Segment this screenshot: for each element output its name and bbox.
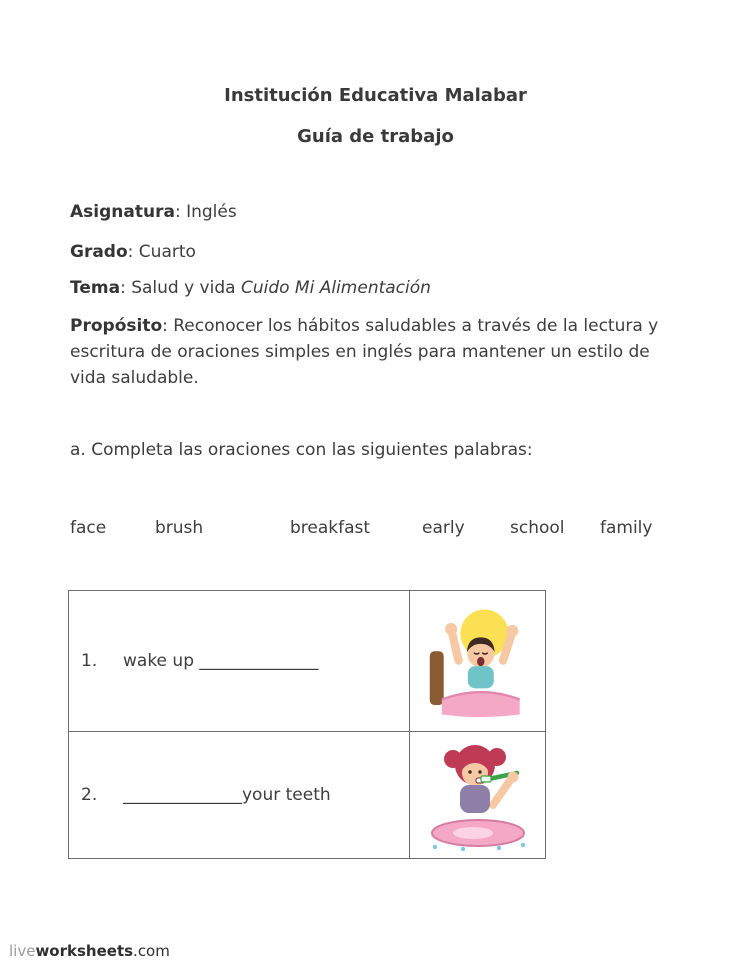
word-bank-item: brush (155, 518, 204, 538)
word-bank-item: school (510, 518, 565, 538)
sentence-1 (81, 651, 318, 671)
sentence-1-pre-text: wake up (123, 651, 200, 671)
word-bank-item: face (70, 518, 107, 538)
watermark-worksheets: worksheets (35, 942, 134, 960)
word-bank-item: breakfast (290, 518, 371, 538)
sentence-2-post-text: your teeth (242, 785, 331, 805)
sentence-2-number: 2. (81, 785, 98, 805)
word-bank (70, 518, 690, 544)
watermark-domain: .com (133, 942, 170, 960)
field-asignatura-label: Asignatura (70, 202, 175, 222)
table-image-cell (409, 731, 545, 858)
field-tema-italic: Cuido Mi Alimentación (240, 278, 431, 298)
page-title: Institución Educativa Malabar (224, 85, 527, 106)
field-grado (70, 239, 685, 265)
table-image-cell (409, 591, 545, 731)
field-proposito-value: : Reconocer los hábitos saludables a través de la lectura y escritura de oraciones simples en inglés para mantener un estilo de vida saludable. (70, 316, 659, 388)
field-grado-label: Grado (70, 242, 128, 262)
field-proposito (70, 313, 685, 391)
exercise-table (68, 590, 546, 859)
word-bank-item: family (600, 518, 653, 538)
answer-blank-2[interactable]: ______________ (123, 785, 242, 805)
liveworksheets-watermark (9, 942, 170, 960)
field-tema-label: Tema (70, 278, 121, 298)
field-asignatura (70, 199, 685, 225)
word-bank-item: early (422, 518, 465, 538)
sentence-2 (81, 785, 331, 805)
field-tema (70, 275, 685, 301)
table-row (69, 591, 409, 731)
watermark-live: live (9, 942, 36, 960)
boy-waking-up-illustration (427, 600, 529, 722)
answer-blank-1[interactable]: ______________ (199, 651, 319, 671)
field-tema-value: : Salud y vida (120, 278, 241, 298)
field-grado-value: : Cuarto (127, 242, 196, 262)
sentence-1-number: 1. (81, 651, 98, 671)
girl-brushing-teeth-illustration (423, 737, 533, 853)
exercise-instructions: a. Completa las oraciones con las siguientes palabras: (70, 440, 533, 460)
field-proposito-label: Propósito (70, 316, 163, 336)
field-asignatura-value: : Inglés (174, 202, 237, 222)
page-subtitle: Guía de trabajo (297, 126, 454, 147)
table-row (69, 731, 409, 858)
